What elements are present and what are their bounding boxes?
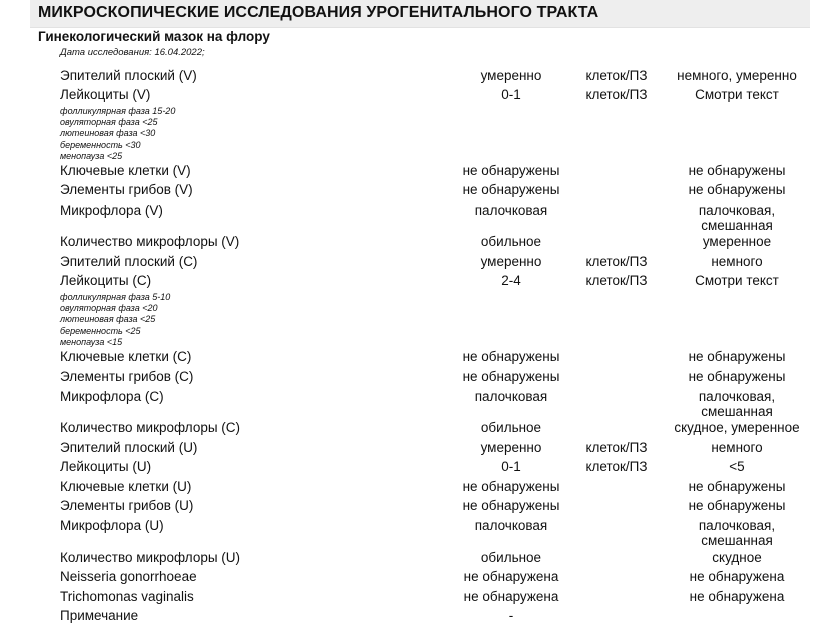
- test-result: палочковая: [474, 203, 548, 218]
- reference-value: немного, умеренно: [677, 68, 797, 83]
- test-name: Ключевые клетки (V): [60, 163, 191, 178]
- reference-note-line: лютеиновая фаза <25: [60, 314, 156, 325]
- test-result: не обнаружены: [462, 163, 560, 178]
- test-name: Количество микрофлоры (U): [60, 550, 241, 565]
- test-result: 0-1: [501, 87, 521, 102]
- reference-value: палочковая, смешанная: [698, 203, 776, 233]
- test-result: не обнаружены: [462, 369, 560, 384]
- test-name: Neisseria gonorrhoeae: [60, 569, 197, 584]
- test-name: Ключевые клетки (C): [60, 349, 192, 364]
- test-unit: клеток/ПЗ: [585, 68, 648, 83]
- test-name: Микрофлора (V): [60, 203, 163, 218]
- test-name: Ключевые клетки (U): [60, 479, 192, 494]
- test-result: не обнаружены: [462, 479, 560, 494]
- reference-value: Смотри текст: [695, 87, 779, 102]
- test-name: Количество микрофлоры (V): [60, 234, 240, 249]
- test-result: не обнаружена: [463, 589, 559, 604]
- reference-value: не обнаружены: [688, 498, 786, 513]
- reference-note-line: фолликулярная фаза 15-20: [60, 106, 176, 116]
- reference-note-line: менопауза <25: [60, 150, 123, 161]
- test-result: обильное: [480, 420, 542, 435]
- reference-note-line: лютеиновая фаза <30: [60, 128, 156, 139]
- test-result: не обнаружены: [462, 182, 560, 197]
- test-unit: клеток/ПЗ: [585, 254, 648, 269]
- test-result: умеренно: [480, 68, 542, 83]
- reference-value: умеренное: [702, 234, 772, 249]
- reference-note: [60, 106, 175, 162]
- reference-note-line: беременность <25: [60, 325, 141, 336]
- reference-value: скудное, умеренное: [674, 420, 800, 435]
- test-unit: клеток/ПЗ: [585, 87, 648, 102]
- reference-note-line: фолликулярная фаза 5-10: [60, 292, 171, 302]
- test-name: Эпителий плоский (V): [60, 68, 197, 83]
- test-result: обильное: [480, 550, 542, 565]
- page-title: МИКРОСКОПИЧЕСКИЕ ИССЛЕДОВАНИЯ УРОГЕНИТАЛЬНОГО ТРАКТА: [38, 4, 599, 21]
- reference-value: не обнаружены: [688, 182, 786, 197]
- reference-note-line: беременность <30: [60, 139, 141, 150]
- test-result: не обнаружена: [463, 569, 559, 584]
- reference-value: немного: [711, 254, 763, 269]
- test-result: умеренно: [480, 440, 542, 455]
- test-unit: клеток/ПЗ: [585, 459, 648, 474]
- section-title: Гинекологический мазок на флору: [38, 29, 270, 44]
- reference-value: не обнаружены: [688, 163, 786, 178]
- study-date: Дата исследования: 16.04.2022;: [60, 47, 205, 58]
- reference-note-line: овуляторная фаза <25: [60, 117, 158, 128]
- test-name: Элементы грибов (U): [60, 498, 194, 513]
- reference-value: палочковая, смешанная: [698, 518, 776, 548]
- test-name: Количество микрофлоры (C): [60, 420, 241, 435]
- test-result: не обнаружены: [462, 498, 560, 513]
- reference-value: не обнаружена: [689, 569, 785, 584]
- reference-value: Смотри текст: [695, 273, 779, 288]
- test-name: Эпителий плоский (C): [60, 254, 198, 269]
- test-name: Лейкоциты (C): [60, 273, 152, 288]
- test-name: Микрофлора (C): [60, 389, 164, 404]
- test-result: -: [508, 608, 514, 623]
- reference-note: [60, 292, 170, 348]
- reference-value: не обнаружены: [688, 479, 786, 494]
- test-name: Элементы грибов (V): [60, 182, 193, 197]
- reference-value: не обнаружена: [689, 589, 785, 604]
- test-result: палочковая: [474, 518, 548, 533]
- reference-note-line: овуляторная фаза <20: [60, 303, 158, 314]
- reference-value: немного: [711, 440, 763, 455]
- test-result: умеренно: [480, 254, 542, 269]
- test-result: обильное: [480, 234, 542, 249]
- test-name: Примечание: [60, 608, 139, 623]
- reference-note-line: менопауза <15: [60, 336, 123, 347]
- test-unit: клеток/ПЗ: [585, 440, 648, 455]
- test-unit: клеток/ПЗ: [585, 273, 648, 288]
- reference-value: не обнаружены: [688, 369, 786, 384]
- test-name: Микрофлора (U): [60, 518, 164, 533]
- test-name: Лейкоциты (U): [60, 459, 152, 474]
- test-name: Элементы грибов (C): [60, 369, 194, 384]
- test-result: 2-4: [501, 273, 521, 288]
- test-result: не обнаружены: [462, 349, 560, 364]
- test-result: 0-1: [501, 459, 521, 474]
- test-name: Эпителий плоский (U): [60, 440, 198, 455]
- reference-value: скудное: [712, 550, 762, 565]
- test-result: палочковая: [474, 389, 548, 404]
- reference-value: не обнаружены: [688, 349, 786, 364]
- test-name: Trichomonas vaginalis: [60, 589, 194, 604]
- reference-value: палочковая, смешанная: [698, 389, 776, 419]
- test-name: Лейкоциты (V): [60, 87, 151, 102]
- reference-value: <5: [729, 459, 745, 474]
